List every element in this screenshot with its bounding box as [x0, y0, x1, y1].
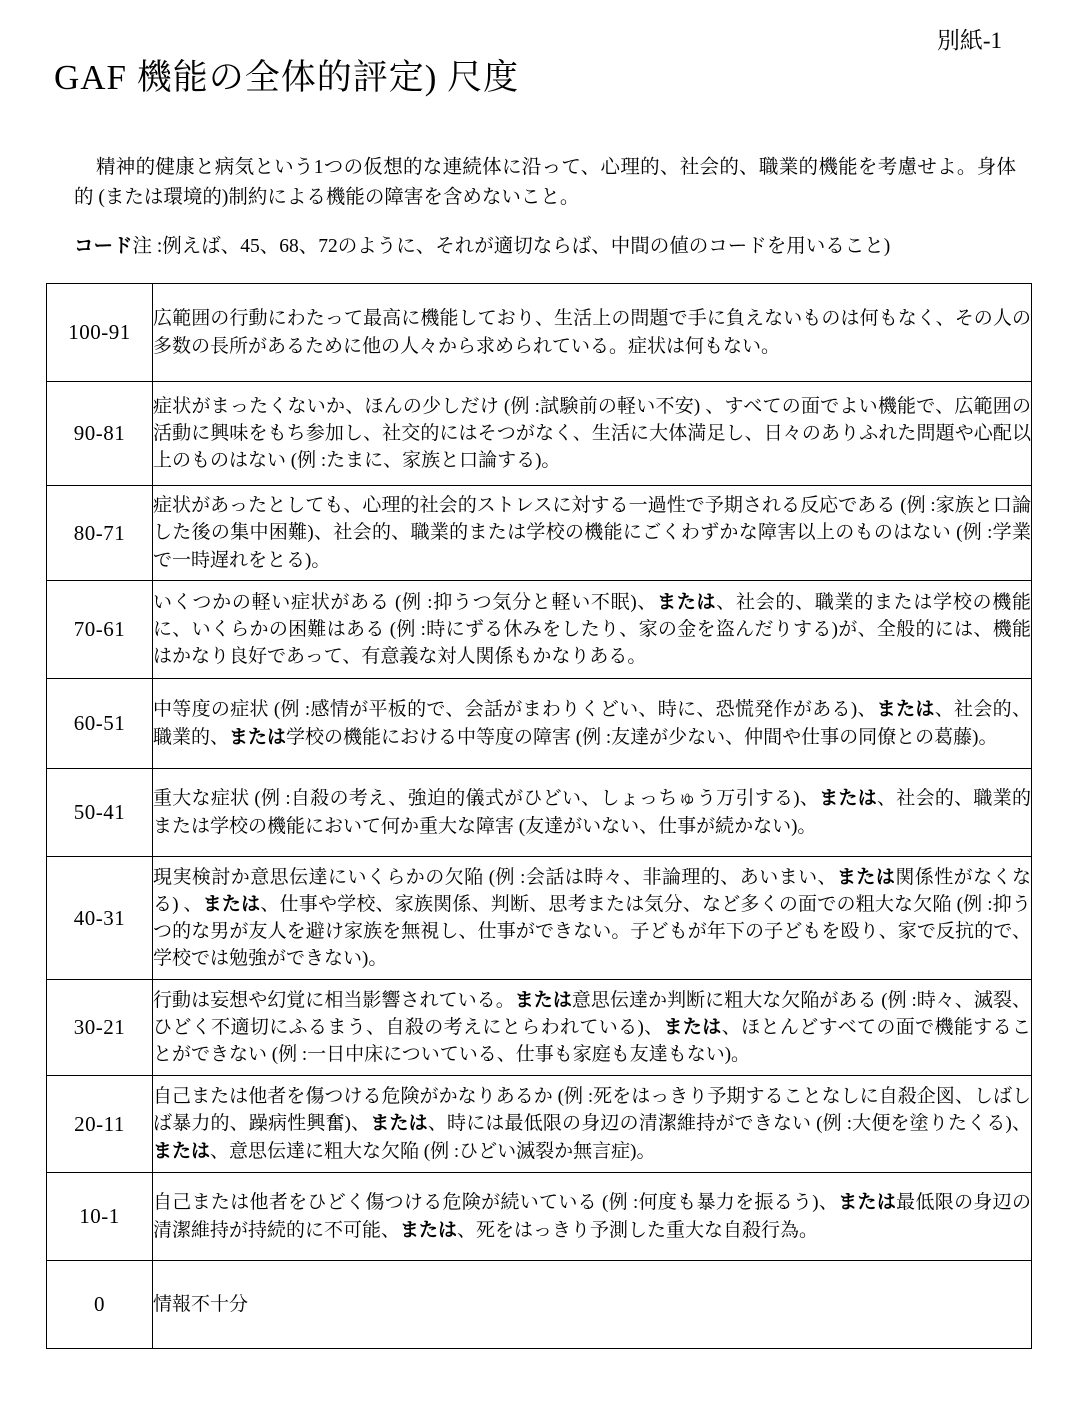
gaf-scale-table [46, 283, 1032, 1349]
table-row [47, 857, 1032, 980]
emphasis-conjunction: または [819, 788, 878, 810]
row-description: 症状がまったくないか、ほんの少しだけ (例 :試験前の軽い不安) 、すべての面でよい機能で、広範囲の活動に興味をもち参加し、社交的にはそつがなく、生活に大体満足し、日々のありふれた問題や心配以上のものはない (例 :たまに、家族と口論する)。 [153, 382, 1032, 486]
row-description: 中等度の症状 (例 :感情が平板的で、会話がまわりくどい、時に、恐慌発作がある)、または、社会的、職業的、または学校の機能における中等度の障害 (例 :友達が少ない、仲間や仕事の同僚との葛藤)。 [153, 679, 1032, 769]
table-row [47, 980, 1032, 1076]
row-description: 現実検討か意思伝達にいくらかの欠陥 (例 :会話は時々、非論理的、あいまい、または関係性がなくなる) 、または、仕事や学校、家族関係、判断、思考または気分、など多くの面での粗大な欠陥 (例 :抑うつ的な男が友人を避け家族を無視し、仕事ができない。子どもが年下の子どもを殴り、家で反抗的で、学校では勉強ができない)。 [153, 857, 1032, 980]
code-note-lead: コード [74, 236, 133, 257]
table-row [47, 581, 1032, 679]
row-description: 情報不十分 [153, 1261, 1032, 1349]
row-description: 重大な症状 (例 :自殺の考え、強迫的儀式がひどい、しょっちゅう万引する)、または、社会的、職業的または学校の機能において何か重大な障害 (友達がいない、仕事が続かない)。 [153, 769, 1032, 857]
table-row [47, 486, 1032, 581]
table-row [47, 284, 1032, 382]
code-note [74, 232, 1016, 261]
document-reference-label: 別紙-1 [936, 28, 1002, 53]
code-note-text: 注 :例えば、45、68、72のように、それが適切ならば、中間の値のコードを用いること) [132, 236, 891, 257]
emphasis-conjunction: または [400, 1219, 458, 1241]
row-code: 20-11 [47, 1076, 153, 1173]
row-code: 30-21 [47, 980, 153, 1076]
row-code: 50-41 [47, 769, 153, 857]
row-description: いくつかの軽い症状がある (例 :抑うつ気分と軽い不眠)、または、社会的、職業的または学校の機能に、いくらかの困難はある (例 :時にずる休みをしたり、家の金を盗んだりする)が、全般的には、機能はかなり良好であって、有意義な対人関係もかなりある。 [153, 581, 1032, 679]
row-code: 80-71 [47, 486, 153, 581]
emphasis-conjunction: または [202, 893, 261, 915]
table-row [47, 382, 1032, 486]
emphasis-conjunction: または [514, 989, 572, 1011]
emphasis-conjunction: または [370, 1113, 428, 1135]
row-description: 症状があったとしても、心理的社会的ストレスに対する一過性で予期される反応である (例 :家族と口論した後の集中困難)、社会的、職業的または学校の機能にごくわずかな障害以上のものはない (例 :学業で一時遅れをとる)。 [153, 486, 1032, 581]
row-code: 70-61 [47, 581, 153, 679]
emphasis-conjunction: または [153, 1140, 211, 1162]
row-description: 自己または他者を傷つける危険がかなりあるか (例 :死をはっきり予期することなしに自殺企図、しばしば暴力的、躁病性興奮)、または、時には最低限の身辺の清潔維持ができない (例 :大便を塗りたくる)、または、意思伝達に粗大な欠陥 (例 :ひどい滅裂か無言症)。 [153, 1076, 1032, 1173]
gaf-table-body [47, 284, 1032, 1349]
table-row [47, 769, 1032, 857]
row-description: 広範囲の行動にわたって最高に機能しており、生活上の問題で手に負えないものは何もなく、その人の多数の長所があるために他の人々から求められている。症状は何もない。 [153, 284, 1032, 382]
emphasis-conjunction: または [838, 1192, 897, 1214]
table-row [47, 679, 1032, 769]
emphasis-conjunction: または [836, 866, 896, 888]
intro-paragraph: 精神的健康と病気という1つの仮想的な連続体に沿って、心理的、社会的、職業的機能を考慮せよ。身体的 (または環境的)制約による機能の障害を含めないこと。 [74, 157, 1016, 209]
row-code: 40-31 [47, 857, 153, 980]
page-title: GAF 機能の全体的評定) 尺度 [54, 58, 520, 97]
emphasis-conjunction: または [663, 1016, 722, 1038]
row-code: 0 [47, 1261, 153, 1349]
table-row [47, 1173, 1032, 1261]
emphasis-conjunction: または [229, 726, 287, 748]
table-row [47, 1076, 1032, 1173]
row-description: 自己または他者をひどく傷つける危険が続いている (例 :何度も暴力を振るう)、または最低限の身辺の清潔維持が持続的に不可能、または、死をはっきり予測した重大な自殺行為。 [153, 1173, 1032, 1261]
row-description: 行動は妄想や幻覚に相当影響されている。または意思伝達か判断に粗大な欠陥がある (例 :時々、滅裂、ひどく不適切にふるまう、自殺の考えにとらわれている)、または、ほとんどすべての面で機能することができない (例 :一日中床についている、仕事も家庭も友達もない)。 [153, 980, 1032, 1076]
emphasis-conjunction: または [657, 591, 717, 613]
row-code: 10-1 [47, 1173, 153, 1261]
emphasis-conjunction: または [876, 699, 935, 721]
row-code: 90-81 [47, 382, 153, 486]
table-row [47, 1261, 1032, 1349]
row-code: 100-91 [47, 284, 153, 382]
row-code: 60-51 [47, 679, 153, 769]
